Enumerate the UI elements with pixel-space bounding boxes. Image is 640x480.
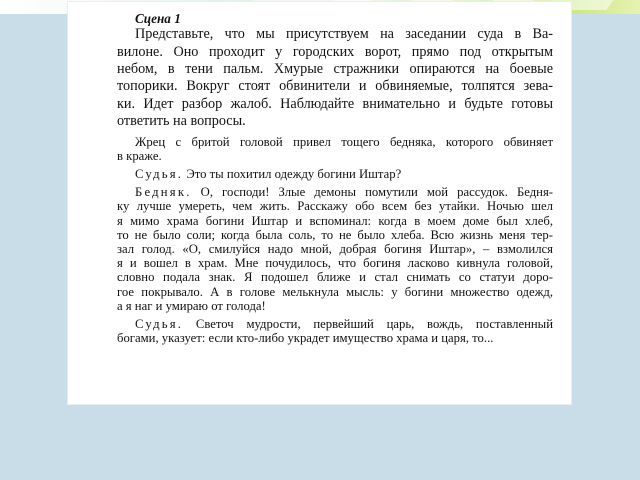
narration-line: в краже.: [117, 148, 162, 163]
dialogue-line: ку лучше умереть, чем жить. Расскажу обо всем без утайки. Ночью шел: [117, 199, 553, 214]
speaker-label: Бедняк.: [135, 185, 192, 200]
intro-line: ки. Идет разбор жалоб. Наблюдайте внимательно и будьте готовы: [117, 95, 553, 112]
intro-line: небом, в тени пальм. Хмурые стражники опираются на боевые: [117, 61, 553, 78]
narration-line: Жрец с бритой головой привел тощего бедняка, которого обвиняет: [135, 134, 553, 149]
scene-title: Сцена 1: [135, 11, 181, 26]
dialogue-line: [117, 185, 553, 199]
page-text: [117, 12, 553, 345]
dialogue-line: зал голод. «О, смилуйся надо мной, добрая богиня Иштар», – взмолился: [117, 242, 553, 257]
dialogue-line: словно подала знак. Я подошел ближе и стал снимать со статуи доро-: [117, 270, 553, 285]
speaker-label: Судья.: [135, 317, 184, 332]
dialogue-text: Это ты похитил одежду богини Иштар?: [186, 167, 402, 182]
poor-man-speech: [117, 185, 553, 313]
dialogue-line: богами, указует: если кто-либо украдет имущество храма и царя, то...: [117, 331, 494, 346]
intro-line: ответить на вопросы.: [117, 113, 246, 130]
intro-line: Представьте, что мы присутствуем на заседании суда в Ва-: [135, 26, 553, 43]
narration-paragraph: [117, 135, 553, 163]
judge-question: [117, 167, 553, 181]
intro-line: вилоне. Оно проходит у городских ворот, прямо под открытым: [117, 43, 553, 60]
dialogue-line: то не было соли; когда была соль, то не было хлеба. Всю жизнь меня тер-: [117, 227, 553, 242]
dialogue-line: я мимо храма богини Иштар и вспоминал: когда в моем доме был хлеб,: [117, 213, 553, 228]
dialogue-text: О, господи! Злые демоны помутили мой рассудок. Бедня-: [200, 185, 554, 200]
judge-ruling: [117, 317, 553, 345]
intro-paragraph: [117, 26, 553, 130]
dialogue-line: [117, 317, 553, 331]
dialogue-line: гое покрывало. А в голове мелькнула мысль: у богини множество одежд,: [117, 284, 553, 299]
dialogue-line: а я наг и умираю от голода!: [117, 298, 266, 313]
slide-background: [0, 14, 68, 480]
dialogue-text: Светоч мудрости, первейший царь, вождь, поставленный: [195, 317, 553, 332]
intro-line: топорики. Вокруг стоят обвинители и обвиняемые, толпятся зева-: [117, 78, 553, 95]
dialogue-line: я и вошел в храм. Мне почудилось, что богиня ласково кивнула головой,: [117, 256, 553, 271]
speaker-label: Судья.: [135, 167, 184, 182]
book-page: [68, 2, 571, 404]
